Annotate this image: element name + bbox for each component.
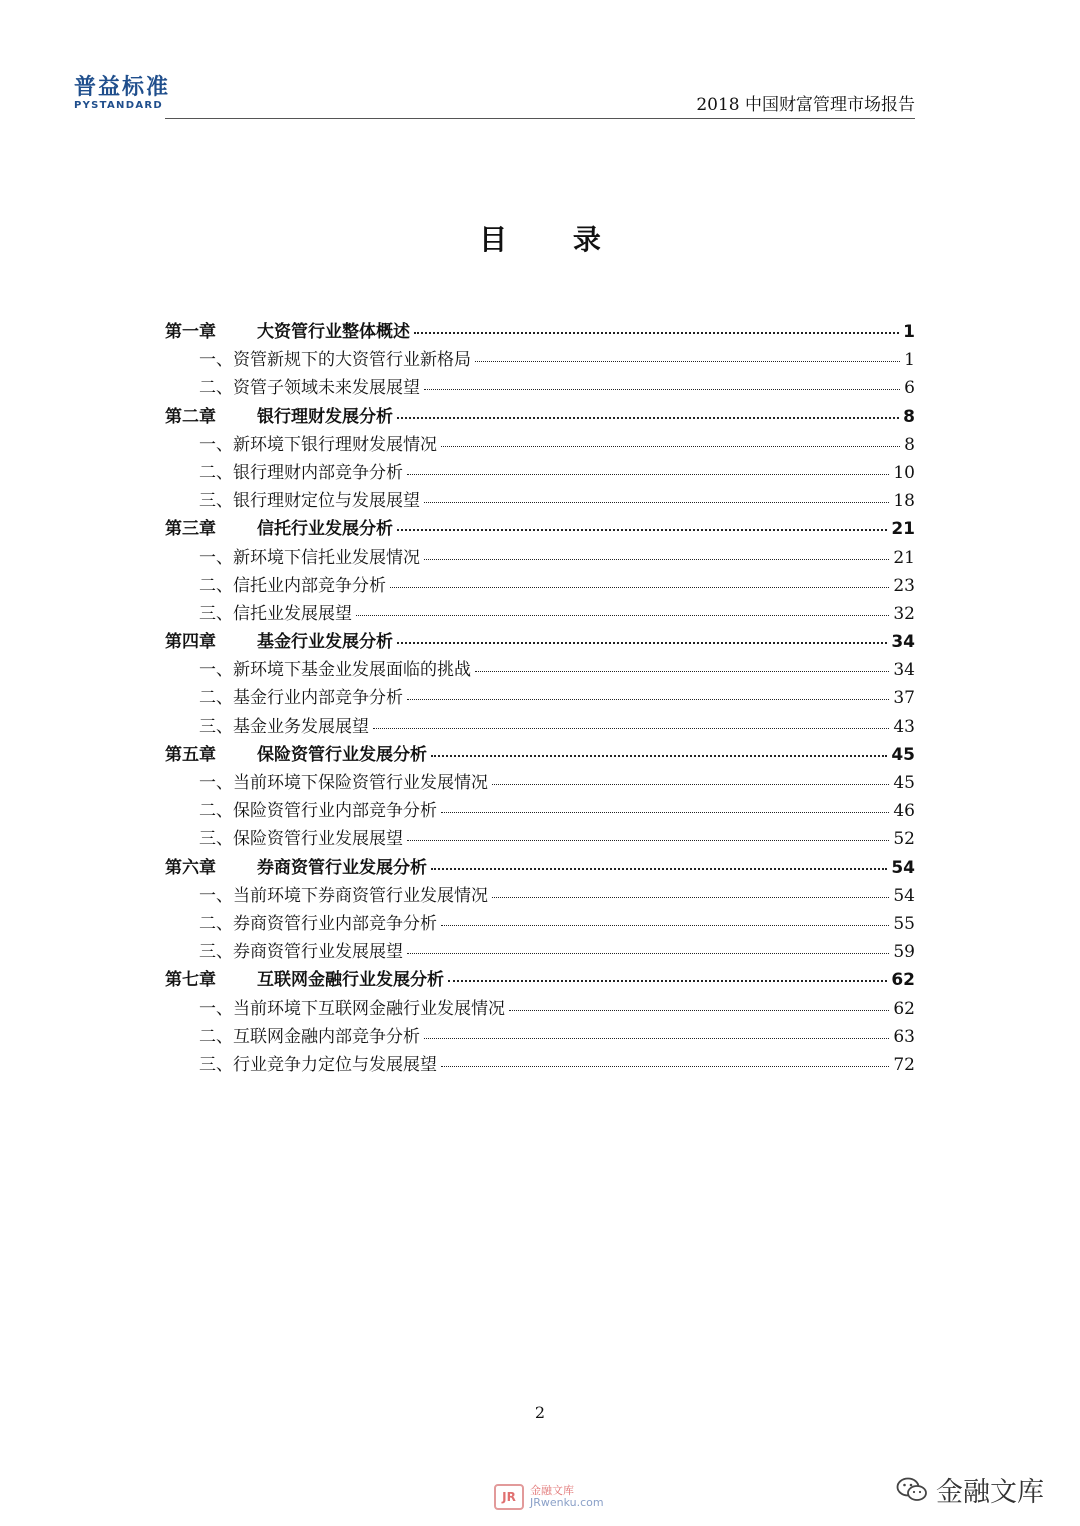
table-of-contents [165,318,915,1079]
section-title: 一、新环境下信托业发展情况 [199,547,420,568]
section-page-number: 6 [904,378,915,399]
dot-leader [492,784,889,785]
dot-leader [441,446,900,447]
dot-leader [397,642,887,644]
dot-leader [431,755,887,757]
chapter-number: 第二章 [165,406,216,427]
dot-leader [441,1066,889,1067]
watermark-line2: JRwenku.com [530,1496,604,1509]
chapter-number: 第四章 [165,632,216,653]
logo-english-text: PYSTANDARD [74,100,163,111]
section-page-number: 55 [893,913,915,934]
toc-section-entry[interactable] [165,713,915,741]
chapter-number: 第一章 [165,322,216,342]
chapter-number: 第七章 [165,970,216,991]
dot-leader [397,417,899,419]
section-title: 一、新环境下基金业发展面临的挑战 [199,660,471,681]
toc-section-entry[interactable] [165,459,915,487]
toc-chapter-entry[interactable] [165,854,915,882]
toc-section-entry[interactable] [165,431,915,459]
toc-section-entry[interactable] [165,544,915,572]
chapter-number: 第六章 [165,857,216,878]
toc-section-entry[interactable] [165,910,915,938]
toc-section-entry[interactable] [165,995,915,1023]
section-page-number: 21 [893,547,915,568]
dot-leader [441,812,889,813]
section-title: 三、银行理财定位与发展展望 [199,491,420,512]
jr-logo-icon: JR [494,1484,524,1510]
dot-leader [356,615,889,616]
section-page-number: 34 [893,660,915,681]
dot-leader [424,389,900,390]
watermark-right-text: 金融文库 [936,1477,1044,1508]
dot-leader [441,925,889,926]
section-title: 三、保险资管行业发展展望 [199,829,403,850]
section-title: 二、资管子领域未来发展展望 [199,378,420,399]
toc-section-entry[interactable] [165,374,915,402]
section-title: 二、基金行业内部竞争分析 [199,688,403,709]
toc-section-entry[interactable] [165,487,915,515]
dot-leader [431,868,887,870]
toc-section-entry[interactable] [165,600,915,628]
toc-section-entry[interactable] [165,656,915,684]
dot-leader [424,502,889,503]
section-title: 二、券商资管行业内部竞争分析 [199,913,437,934]
section-page-number: 37 [893,688,915,709]
dot-leader [424,559,889,560]
section-title: 一、当前环境下券商资管行业发展情况 [199,885,488,906]
chapter-page-number: 8 [903,406,915,427]
toc-section-entry[interactable] [165,938,915,966]
logo-chinese-text: 普益标准 [74,75,171,100]
chapter-page-number: 1 [903,322,915,342]
dot-leader [424,1038,889,1039]
section-title: 二、信托业内部竞争分析 [199,575,386,596]
section-title: 二、互联网金融内部竞争分析 [199,1026,420,1047]
page-number: 2 [534,1403,546,1422]
report-title: 2018 中国财富管理市场报告 [696,95,915,115]
section-page-number: 18 [893,491,915,512]
toc-section-entry[interactable] [165,346,915,374]
dot-leader [407,953,889,954]
section-title: 一、资管新规下的大资管行业新格局 [199,350,471,371]
section-title: 三、券商资管行业发展展望 [199,942,403,963]
section-page-number: 43 [893,716,915,737]
chapter-title: 保险资管行业发展分析 [257,744,427,765]
section-title: 二、银行理财内部竞争分析 [199,462,403,483]
toc-section-entry[interactable] [165,882,915,910]
toc-chapter-entry[interactable] [165,741,915,769]
chapter-title: 信托行业发展分析 [257,519,393,540]
section-title: 二、保险资管行业内部竞争分析 [199,801,437,822]
section-page-number: 62 [893,998,915,1019]
toc-chapter-entry[interactable] [165,318,915,346]
section-page-number: 54 [893,885,915,906]
toc-heading: 目 录 [479,223,629,256]
section-page-number: 46 [893,801,915,822]
chapter-number: 第五章 [165,744,216,765]
dot-leader [397,529,887,531]
watermark-line1: 金融文库 [530,1484,574,1497]
section-page-number: 23 [893,575,915,596]
dot-leader [448,980,887,982]
wechat-icon [896,1476,928,1504]
section-page-number: 72 [893,1054,915,1075]
chapter-title: 银行理财发展分析 [257,406,393,427]
dot-leader [414,332,899,334]
section-page-number: 52 [893,829,915,850]
chapter-page-number: 45 [891,744,915,765]
toc-section-entry[interactable] [165,1051,915,1079]
section-page-number: 8 [904,434,915,455]
section-title: 三、基金业务发展展望 [199,716,369,737]
dot-leader [407,699,889,700]
watermark-center [494,1484,604,1510]
dot-leader [407,840,889,841]
toc-chapter-entry[interactable] [165,966,915,994]
dot-leader [475,671,889,672]
chapter-number: 第三章 [165,519,216,540]
section-page-number: 32 [893,603,915,624]
chapter-title: 基金行业发展分析 [257,632,393,653]
section-title: 一、新环境下银行理财发展情况 [199,434,437,455]
dot-leader [390,587,889,588]
dot-leader [492,897,889,898]
dot-leader [509,1010,889,1011]
toc-section-entry[interactable] [165,572,915,600]
section-title: 三、信托业发展展望 [199,603,352,624]
chapter-title: 互联网金融行业发展分析 [257,970,444,991]
toc-section-entry[interactable] [165,769,915,797]
toc-chapter-entry[interactable] [165,515,915,543]
watermark-wechat [896,1470,1044,1509]
chapter-title: 大资管行业整体概述 [257,322,410,342]
chapter-page-number: 34 [891,632,915,653]
section-page-number: 63 [893,1026,915,1047]
dot-leader [373,728,889,729]
dot-leader [407,474,889,475]
toc-section-entry[interactable] [165,825,915,853]
toc-section-entry[interactable] [165,1023,915,1051]
header-divider [165,118,915,119]
chapter-page-number: 54 [891,857,915,878]
publisher-logo [74,76,170,112]
chapter-title: 券商资管行业发展分析 [257,857,427,878]
toc-chapter-entry[interactable] [165,403,915,431]
toc-chapter-entry[interactable] [165,628,915,656]
toc-section-entry[interactable] [165,684,915,712]
section-title: 一、当前环境下保险资管行业发展情况 [199,773,488,793]
dot-leader [475,361,900,362]
toc-section-entry[interactable] [165,797,915,825]
chapter-page-number: 21 [891,519,915,540]
section-page-number: 1 [904,350,915,371]
chapter-page-number: 62 [891,970,915,991]
section-title: 一、当前环境下互联网金融行业发展情况 [199,998,505,1019]
section-page-number: 10 [893,462,915,483]
section-title: 三、行业竞争力定位与发展展望 [199,1054,437,1075]
section-page-number: 59 [893,942,915,963]
section-page-number: 45 [893,773,915,793]
